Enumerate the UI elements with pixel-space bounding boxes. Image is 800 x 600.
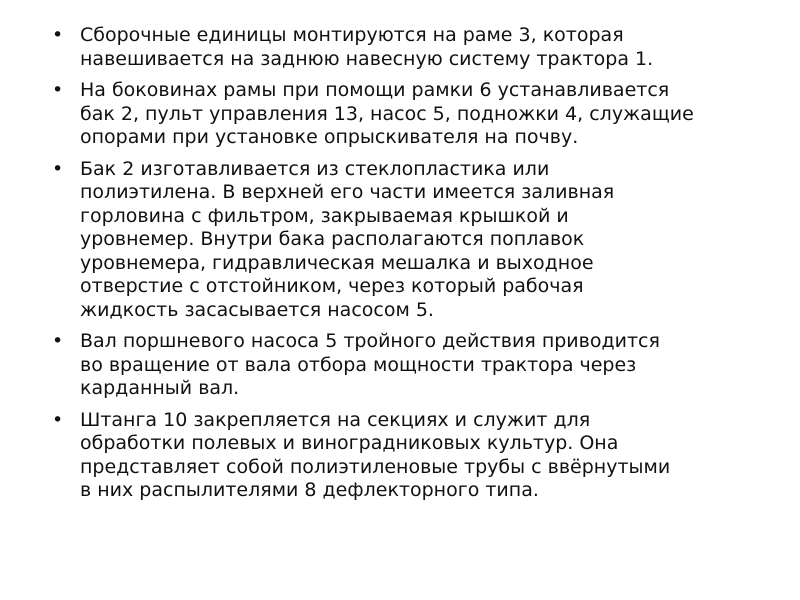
bullet-item-2	[52, 79, 752, 150]
text-line: навешивается на заднюю навесную систему трактора 1.	[80, 47, 654, 70]
bullet-list	[52, 24, 752, 511]
text-line: Бак 2 изготавливается из стеклопластика или	[80, 157, 550, 180]
bullet-dot: •	[52, 24, 64, 46]
bullet-dot: •	[52, 330, 64, 352]
text-line: горловина с фильтром, закрываемая крышкой и	[80, 204, 569, 227]
text-line: обработки полевых и виноградниковых культур. Она	[80, 432, 619, 454]
text-line: в них распылителями 8 дефлекторного типа.	[80, 479, 539, 501]
text-line: Вал поршневого насоса 5 тройного действия приводится	[80, 330, 660, 352]
text-line: представляет собой полиэтиленовые трубы с ввёрнутыми	[80, 455, 671, 478]
bullet-item-1	[52, 24, 752, 71]
text-line: во вращение от вала отбора мощности трактора через	[80, 353, 637, 376]
bullet-dot: •	[52, 408, 64, 431]
text-line: жидкость засасывается насосом 5.	[80, 298, 434, 321]
bullet-dot: •	[52, 79, 64, 101]
text-line: уровнемера, гидравлическая мешалка и выходное	[80, 251, 594, 274]
text-line: карданный вал.	[80, 377, 240, 399]
bullet-item-3	[52, 158, 752, 323]
text-line: Штанга 10 закрепляется на секциях и служит для	[80, 408, 591, 431]
text-line: отверстие с отстойником, через который рабочая	[80, 275, 584, 297]
bullet-item-4	[52, 330, 752, 401]
text-line: Сборочные единицы монтируются на раме 3, которая	[80, 24, 624, 46]
text-line: уровнемер. Внутри бака располагаются поплавок	[80, 228, 585, 250]
text-line: опорами при установке опрыскивателя на почву.	[80, 126, 579, 148]
text-line: полиэтилена. В верхней его части имеется заливная	[80, 181, 615, 203]
text-line: бак 2, пульт управления 13, насос 5, подножки 4, служащие	[80, 102, 694, 125]
bullet-dot: •	[52, 157, 64, 180]
text-line: На боковинах рамы при помощи рамки 6 устанавливается	[80, 79, 670, 101]
bullet-item-5	[52, 409, 752, 503]
